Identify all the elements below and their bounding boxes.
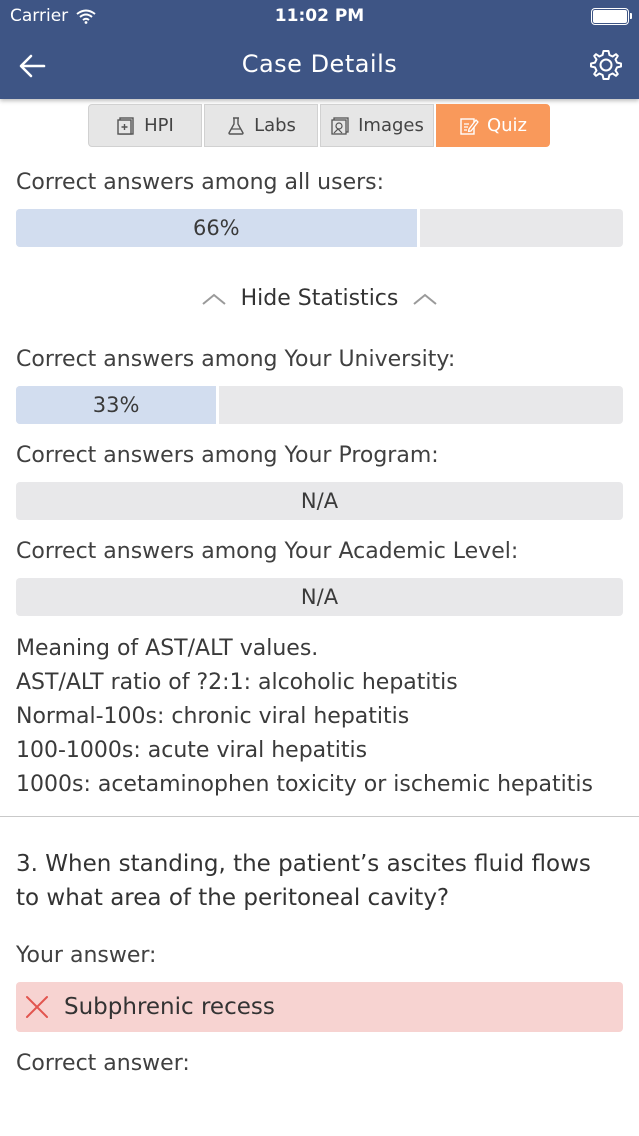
tab-images[interactable] bbox=[320, 104, 434, 147]
hide-statistics-toggle[interactable] bbox=[0, 286, 639, 311]
page-title: Case Details bbox=[241, 50, 398, 78]
chevron-up-icon bbox=[201, 292, 227, 306]
all-users-progress-bar bbox=[16, 209, 623, 247]
explanation-line: Normal-100s: chronic viral hepatitis bbox=[16, 704, 410, 729]
your-answer-label: Your answer: bbox=[16, 943, 157, 968]
academic-level-label: Correct answers among Your Academic Level: bbox=[16, 539, 519, 564]
app-header bbox=[0, 0, 639, 99]
all-users-label: Correct answers among all users: bbox=[16, 170, 385, 195]
academic-level-progress-bar bbox=[16, 578, 623, 616]
explanation-line: 100-1000s: acute viral hepatitis bbox=[16, 738, 368, 763]
your-answer-text: Subphrenic recess bbox=[64, 994, 275, 1020]
explanation-line: Meaning of AST/ALT values. bbox=[16, 636, 319, 661]
case-tabs bbox=[88, 104, 550, 147]
battery-icon bbox=[591, 8, 629, 25]
tab-labs[interactable] bbox=[204, 104, 318, 147]
wrong-x-icon bbox=[24, 994, 50, 1020]
tab-hpi-label: HPI bbox=[144, 115, 174, 136]
tab-hpi[interactable] bbox=[88, 104, 202, 147]
edit-icon bbox=[459, 116, 479, 136]
tab-labs-label: Labs bbox=[254, 115, 296, 136]
program-value: N/A bbox=[300, 489, 339, 513]
document-plus-icon bbox=[116, 116, 136, 136]
academic-level-value: N/A bbox=[300, 585, 339, 609]
carrier-label: Carrier bbox=[10, 6, 69, 26]
explanation-line: AST/ALT ratio of ?2:1: alcoholic hepatitis bbox=[16, 670, 458, 695]
flask-icon bbox=[226, 116, 246, 136]
tab-images-label: Images bbox=[358, 115, 424, 136]
all-users-percent: 66% bbox=[192, 216, 240, 240]
answer-explanation bbox=[16, 632, 593, 802]
program-label: Correct answers among Your Program: bbox=[16, 443, 439, 468]
your-answer-box bbox=[16, 982, 623, 1032]
clock: 11:02 PM bbox=[274, 6, 365, 26]
gear-icon[interactable] bbox=[587, 46, 625, 84]
image-icon bbox=[330, 116, 350, 136]
hide-statistics-label: Hide Statistics bbox=[240, 286, 399, 311]
chevron-up-icon bbox=[412, 292, 438, 306]
question-text: 3. When standing, the patient’s ascites fluid flows to what area of the peritoneal cavity? bbox=[16, 851, 591, 911]
program-progress-bar bbox=[16, 482, 623, 520]
correct-answer-label: Correct answer: bbox=[16, 1051, 190, 1076]
tab-quiz-label: Quiz bbox=[486, 115, 528, 136]
explanation-line: 1000s: acetaminophen toxicity or ischemic hepatitis bbox=[16, 772, 593, 797]
university-progress-bar bbox=[16, 386, 623, 424]
section-divider bbox=[0, 816, 639, 817]
status-bar bbox=[0, 0, 639, 32]
university-label: Correct answers among Your University: bbox=[16, 347, 456, 372]
university-percent: 33% bbox=[92, 393, 140, 417]
tab-quiz[interactable] bbox=[436, 104, 550, 147]
